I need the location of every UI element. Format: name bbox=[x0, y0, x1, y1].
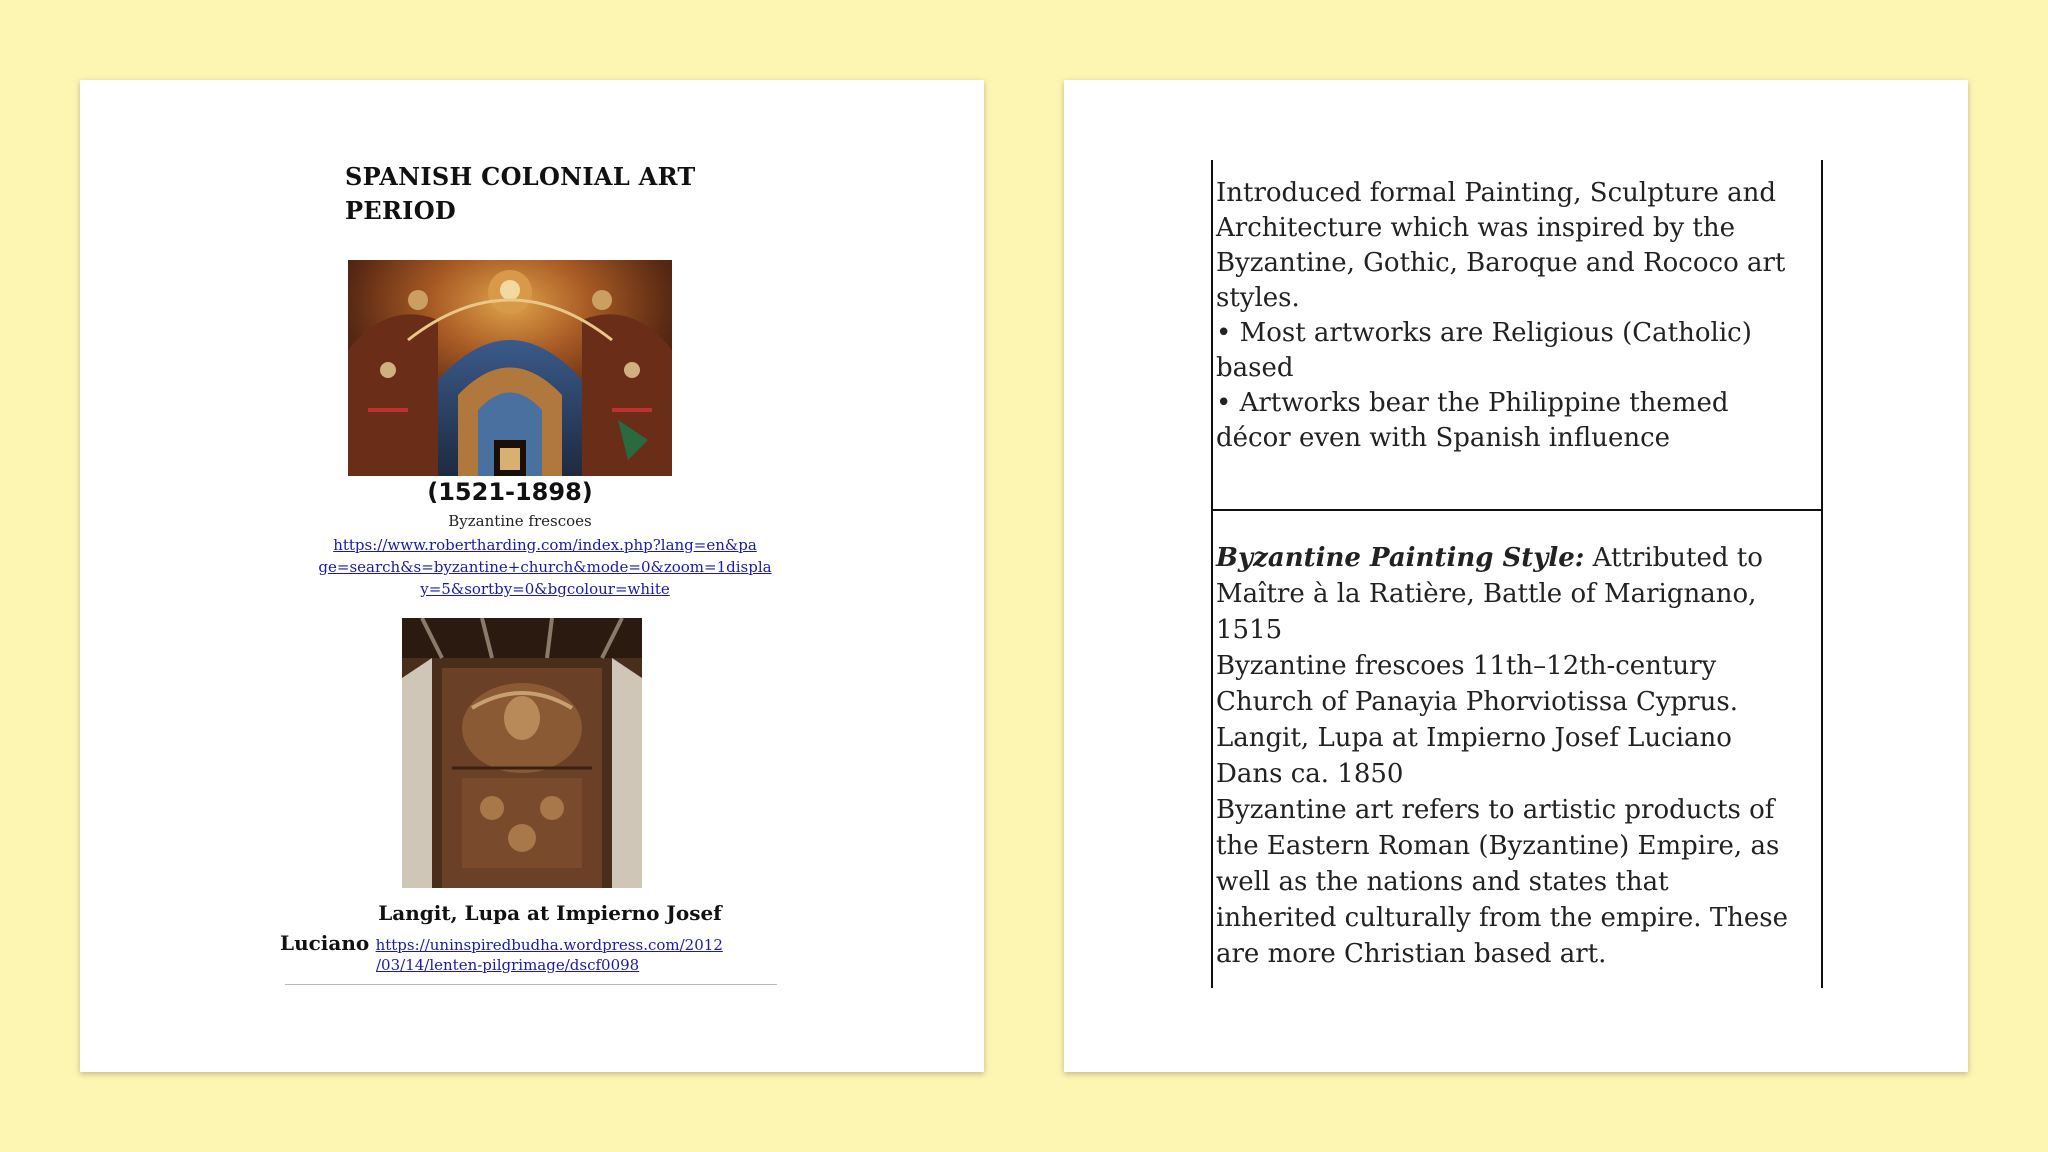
carving-caption-bold: Luciano bbox=[280, 931, 370, 955]
link-line[interactable]: https://www.robertharding.com/index.php?lang=en&pa bbox=[333, 536, 757, 554]
table-border-right bbox=[1821, 160, 1823, 988]
fresco-source-link[interactable] bbox=[300, 534, 790, 600]
carving-caption-line-1: Langit, Lupa at Impierno Josef bbox=[378, 901, 722, 925]
text-line: Introduced formal Painting, Sculpture and bbox=[1216, 178, 1777, 208]
table-border-left bbox=[1211, 160, 1213, 988]
langit-lupa-impierno-image bbox=[402, 618, 642, 888]
divider bbox=[285, 984, 777, 985]
text-line: Maître à la Ratière, Battle of Marignano, bbox=[1216, 579, 1757, 609]
title-line-1: SPANISH COLONIAL ART bbox=[345, 162, 696, 191]
table-cell-byzantine-style bbox=[1216, 540, 1816, 972]
text-line: Dans ca. 1850 bbox=[1216, 759, 1404, 789]
page-title bbox=[345, 160, 745, 228]
text-line: Byzantine frescoes 11th–12th-century bbox=[1216, 651, 1717, 681]
text-line: styles. bbox=[1216, 283, 1300, 313]
table-row-divider bbox=[1211, 509, 1823, 511]
link-line[interactable]: ge=search&s=byzantine+church&mode=0&zoom=1displa bbox=[318, 558, 772, 576]
text-line: Byzantine art refers to artistic products of bbox=[1216, 795, 1775, 825]
text-line: based bbox=[1216, 353, 1294, 383]
byzantine-fresco-image bbox=[348, 260, 672, 476]
text-line: Byzantine, Gothic, Baroque and Rococo art bbox=[1216, 248, 1786, 278]
table-cell-description bbox=[1216, 176, 1816, 456]
text-line: the Eastern Roman (Byzantine) Empire, as bbox=[1216, 831, 1780, 861]
period-years: (1521-1898) bbox=[427, 478, 593, 506]
carving-source-link-line-1[interactable]: https://uninspiredbudha.wordpress.com/2012 bbox=[375, 936, 723, 954]
link-line[interactable]: y=5&sortby=0&bgcolour=white bbox=[420, 580, 670, 598]
bullet-line: • Most artworks are Religious (Catholic) bbox=[1216, 318, 1752, 348]
heading-rest: Attributed to bbox=[1584, 543, 1763, 573]
text-line: 1515 bbox=[1216, 615, 1283, 645]
text-line: are more Christian based art. bbox=[1216, 939, 1607, 969]
text-line: well as the nations and states that bbox=[1216, 867, 1669, 897]
document-page-right bbox=[1064, 80, 1968, 1072]
document-page-left bbox=[80, 80, 984, 1072]
bullet-line: • Artworks bear the Philippine themed bbox=[1216, 388, 1729, 418]
text-line: inherited culturally from the empire. These bbox=[1216, 903, 1789, 933]
title-line-2: PERIOD bbox=[345, 196, 457, 225]
text-line: Architecture which was inspired by the bbox=[1216, 213, 1736, 243]
carving-source-link-line-2[interactable]: /03/14/lenten-pilgrimage/dscf0098 bbox=[376, 956, 640, 974]
text-line: Church of Panayia Phorviotissa Cyprus. bbox=[1216, 687, 1738, 717]
fresco-caption: Byzantine frescoes bbox=[448, 512, 592, 530]
text-line: Langit, Lupa at Impierno Josef Luciano bbox=[1216, 723, 1732, 753]
text-line: décor even with Spanish influence bbox=[1216, 423, 1671, 453]
carving-caption bbox=[280, 898, 780, 960]
section-heading: Byzantine Painting Style: bbox=[1216, 543, 1585, 573]
